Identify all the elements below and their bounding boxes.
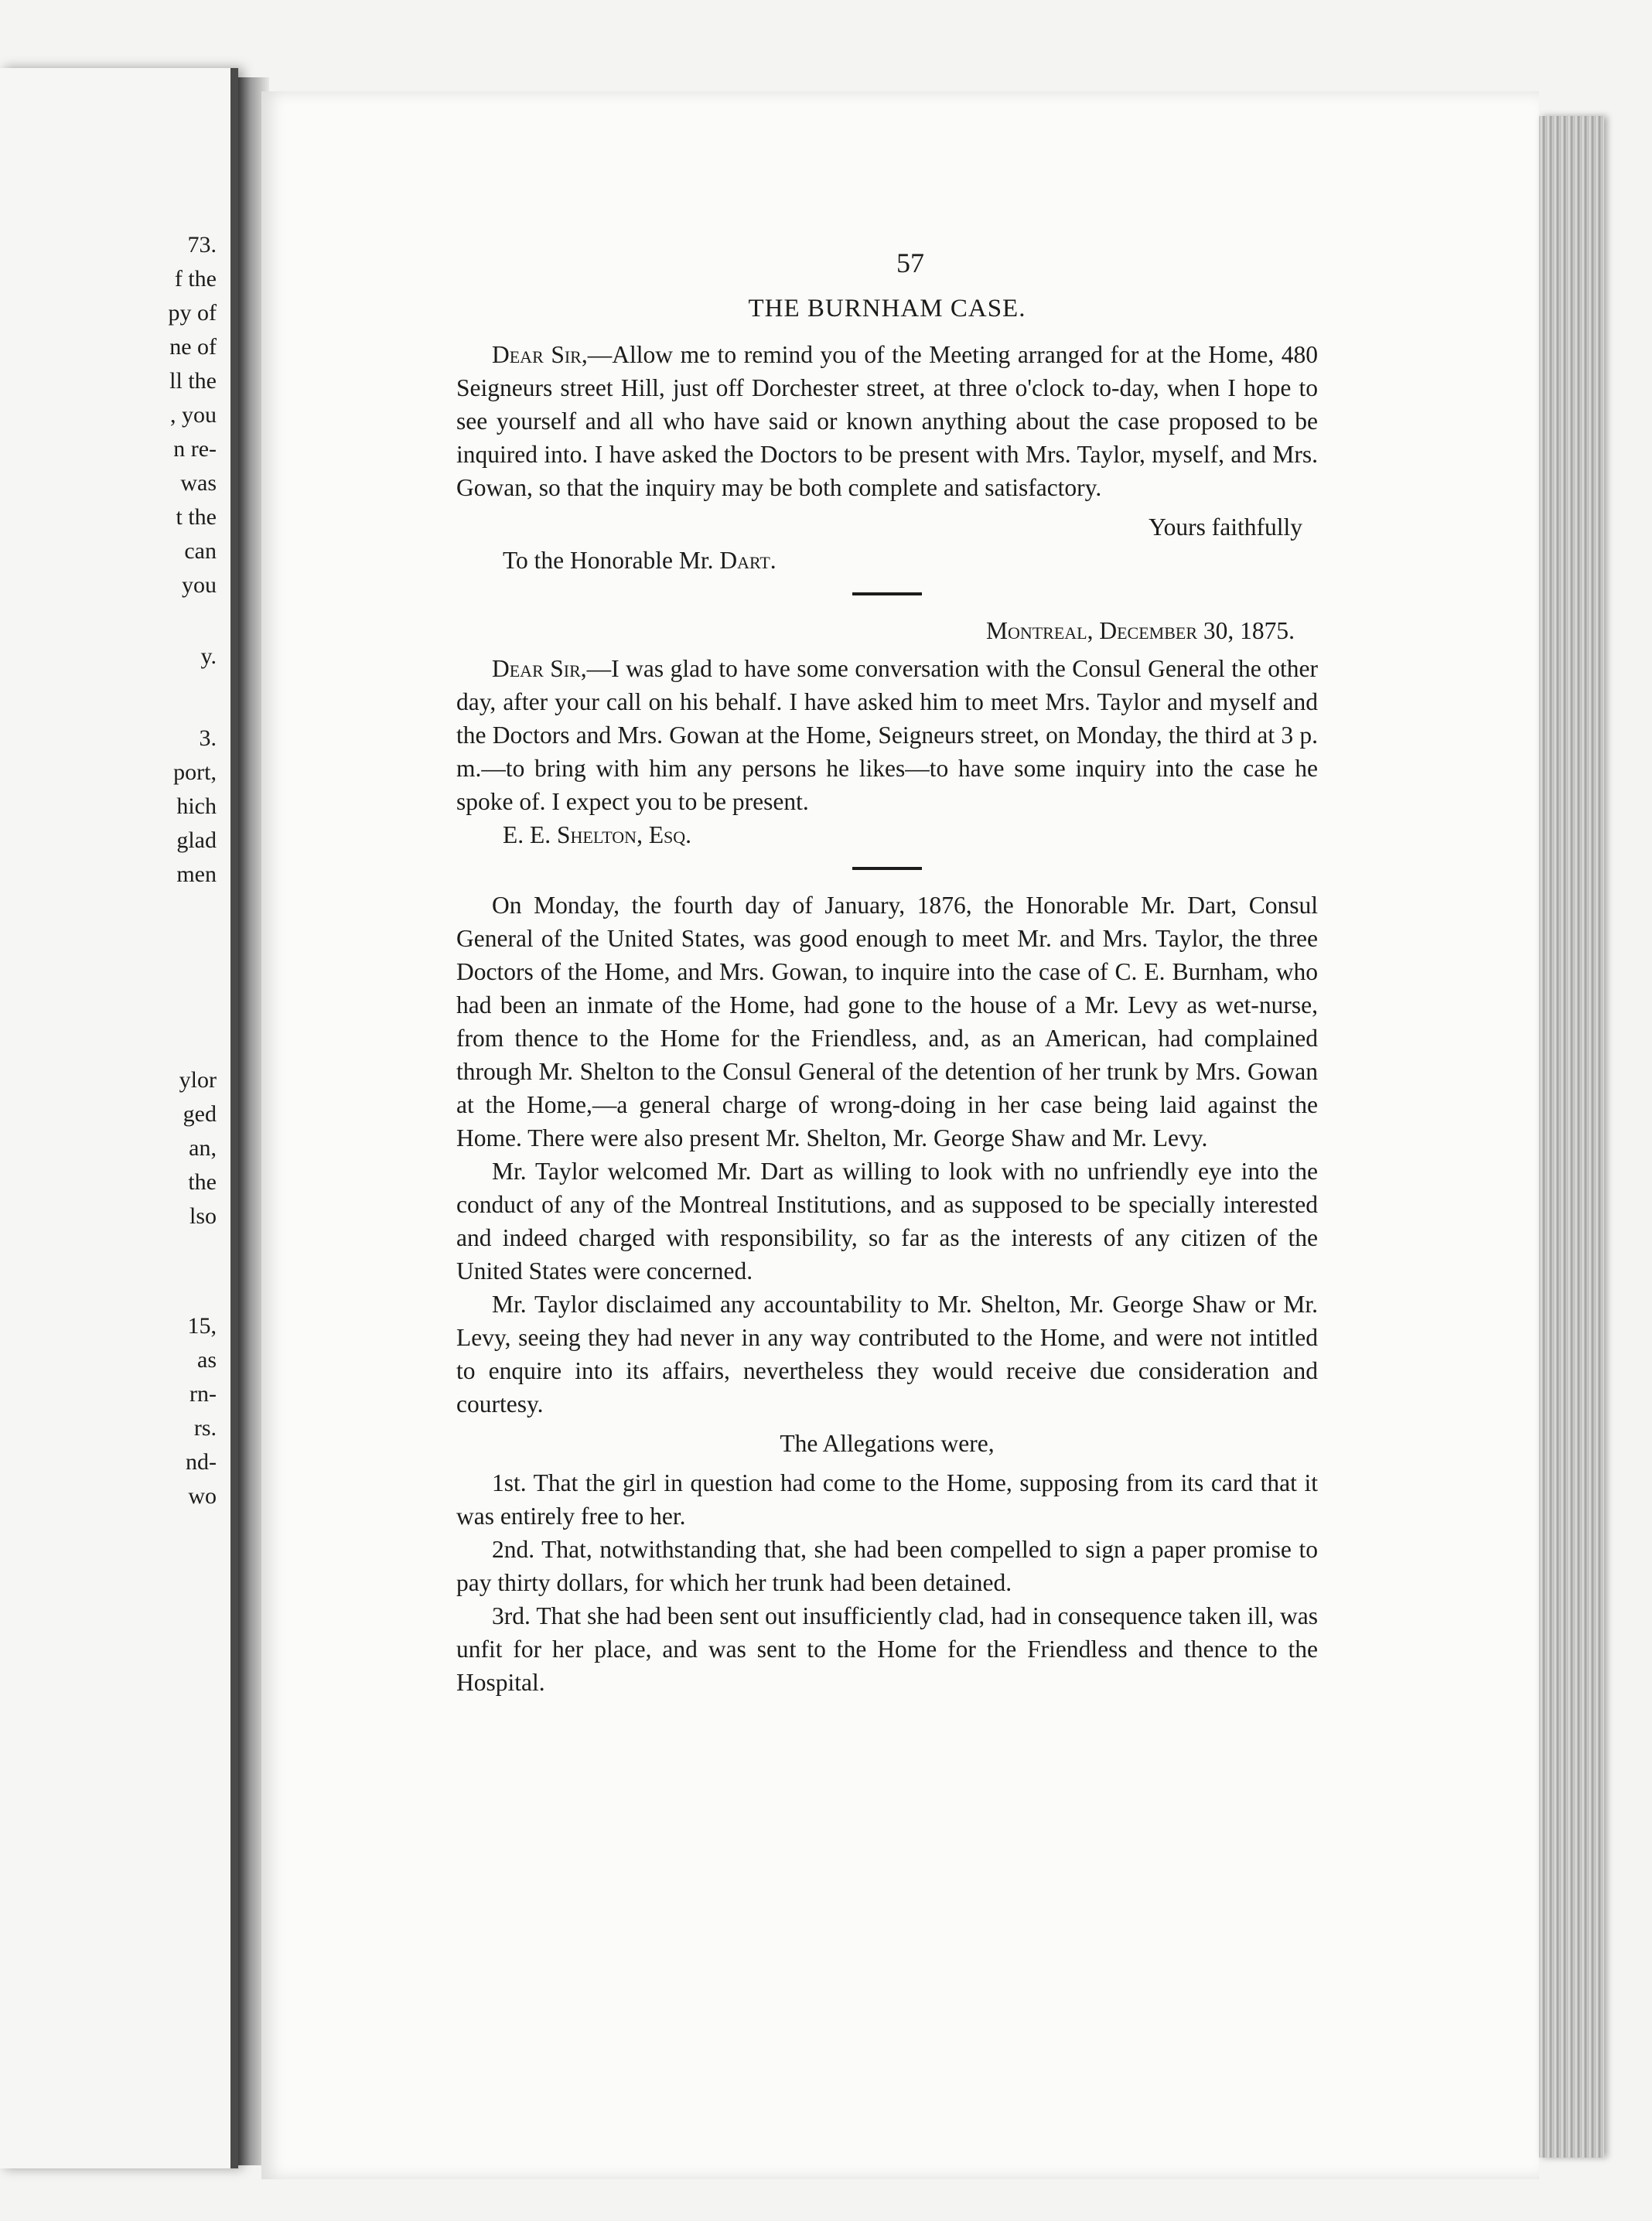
letter2-addressee-prefix: E. E. [503,821,557,848]
left-page-text-fragment: men [176,861,217,887]
left-page-text-fragment: ne of [169,334,217,360]
left-page-text-fragment: nd- [186,1449,217,1475]
letter1-addressee-name: Dart. [719,547,777,574]
letter2-dateline-place: Montreal, December [985,617,1197,644]
left-page-text-fragment: f the [174,266,217,292]
narrative-paragraph: On Monday, the fourth day of January, 1876, the Honorable Mr. Dart, Consul General of the United States, was good enough to meet Mr. and Mrs. Taylor, the three Doctors of the Home, and Mrs. Gowan, to inquire into the case of C. E. Burnham, who had been an inmate of the Home, had gone to the house of a Mr. Levy as wet-nurse, from thence to the Home for the Friendless, and, as an American, had complained through Mr. Shelton to the Consul General of the detention of her trunk by Mrs. Gowan at the Home,—a general charge of wrong-doing in her case being laid against the Home. There were also present Mr. Shelton, Mr. George Shaw and Mr. Levy. [456,892,1318,1151]
left-page-text-fragment: n re- [173,436,217,462]
left-page-text-fragment: t the [176,504,217,530]
left-page-text-fragment: y. [200,643,217,669]
letter1-signoff: Yours faithfully [1149,513,1302,541]
left-page-text-fragment: was [180,470,217,496]
left-page-text-fragment: you [182,572,217,598]
left-page-text-fragment: 73. [187,232,217,258]
letter1-addressee-prefix: To the Honorable Mr. [503,547,720,574]
allegation-item: 1st. That the girl in question had come to the Home, supposing from its card that it was entirely free to her. [456,1469,1318,1530]
narrative-paragraph: Mr. Taylor welcomed Mr. Dart as willing to look with no unfriendly eye into the conduct of any of the Montreal Institutions, and as supposed to be specially interested and indeed charged with responsibility, so far as the interests of any citizen of the United States were concerned. [456,1158,1318,1284]
letter2-addressee [456,818,1318,851]
left-page-text-fragment: py of [168,300,217,326]
left-page-text-fragment: ylor [179,1067,217,1093]
left-page-text-fragment: lso [189,1203,217,1229]
letter2-dateline [456,614,1318,647]
allegation-item: 3rd. That she had been sent out insufficiently clad, had in consequence taken ill, was unfit for her place, and was sent to the Home for the Friendless and thence to the Hospital. [456,1602,1318,1696]
left-page-text-fragment: hich [176,793,217,819]
letter2-dateline-date: 30, 1875. [1197,617,1295,644]
left-page-text-fragment: glad [176,827,217,853]
letter2-body [456,652,1318,818]
allegations-heading: The Allegations were, [780,1430,995,1457]
page-content [456,247,1318,1699]
section-title: THE BURNHAM CASE. [748,295,1026,322]
left-page-text-fragment: ged [183,1101,217,1127]
allegation-item: 2nd. That, notwithstanding that, she had been compelled to sign a paper promise to pay thirty dollars, for which her trunk had been detained. [456,1536,1318,1596]
left-page-text-fragment: the [188,1169,217,1195]
letter2-addressee-name: Shelton, Esq. [556,821,692,848]
left-page-text-fragment: ll the [169,368,217,394]
left-page-text-fragment: port, [173,759,217,785]
letter1-addressee [456,544,1318,577]
left-page-text-fragment: rs. [193,1415,217,1441]
letter1-text: —Allow me to remind you of the Meeting arranged for at the Home, 480 Seigneurs street Hill, just off Dorchester street, at three o'clock to-day, when I hope to see yourself and all who have said or known anything about the case proposed to be inquired into. I have asked the Doctors to be present with Mrs. Taylor, myself, and Mrs. Gowan, so that the inquiry may be both complete and satisfactory. [456,341,1318,501]
divider-rule [852,867,922,870]
narrative-paragraph: Mr. Taylor disclaimed any accountability to Mr. Shelton, Mr. George Shaw or Mr. Levy, seeing they had never in any way contributed to the Home, and were not intitled to enquire into its affairs, nevertheless they would receive due consideration and courtesy. [456,1291,1318,1418]
left-page-text-fragment: can [184,538,217,564]
left-page-edge [0,68,238,2168]
page-stack-edge [1539,116,1604,2158]
left-page-text-fragment: 3. [199,725,217,751]
left-page-text-fragment: rn- [189,1381,217,1407]
left-page-text-fragment: as [197,1347,217,1373]
letter1-body [456,338,1318,504]
letter2-salutation: Dear Sir, [492,655,587,682]
left-page-text-fragment: 15, [187,1313,217,1339]
letter1-salutation: Dear Sir, [492,341,588,368]
left-page-text-fragment: an, [189,1135,217,1161]
divider-rule [852,592,922,595]
left-page-text-fragment: , you [170,402,217,428]
letter2-text: —I was glad to have some conversation with the Consul General the other day, after your call on his behalf. I have asked him to meet Mrs. Taylor and myself and the Doctors and Mrs. Gowan at the Home, Seigneurs street, on Monday, the third at 3 p. m.—to bring with him any persons he likes—to have some inquiry into the case he spoke of. I expect you to be present. [456,655,1318,815]
page-number: 57 [896,247,924,278]
left-page-text-fragment: wo [188,1483,217,1509]
